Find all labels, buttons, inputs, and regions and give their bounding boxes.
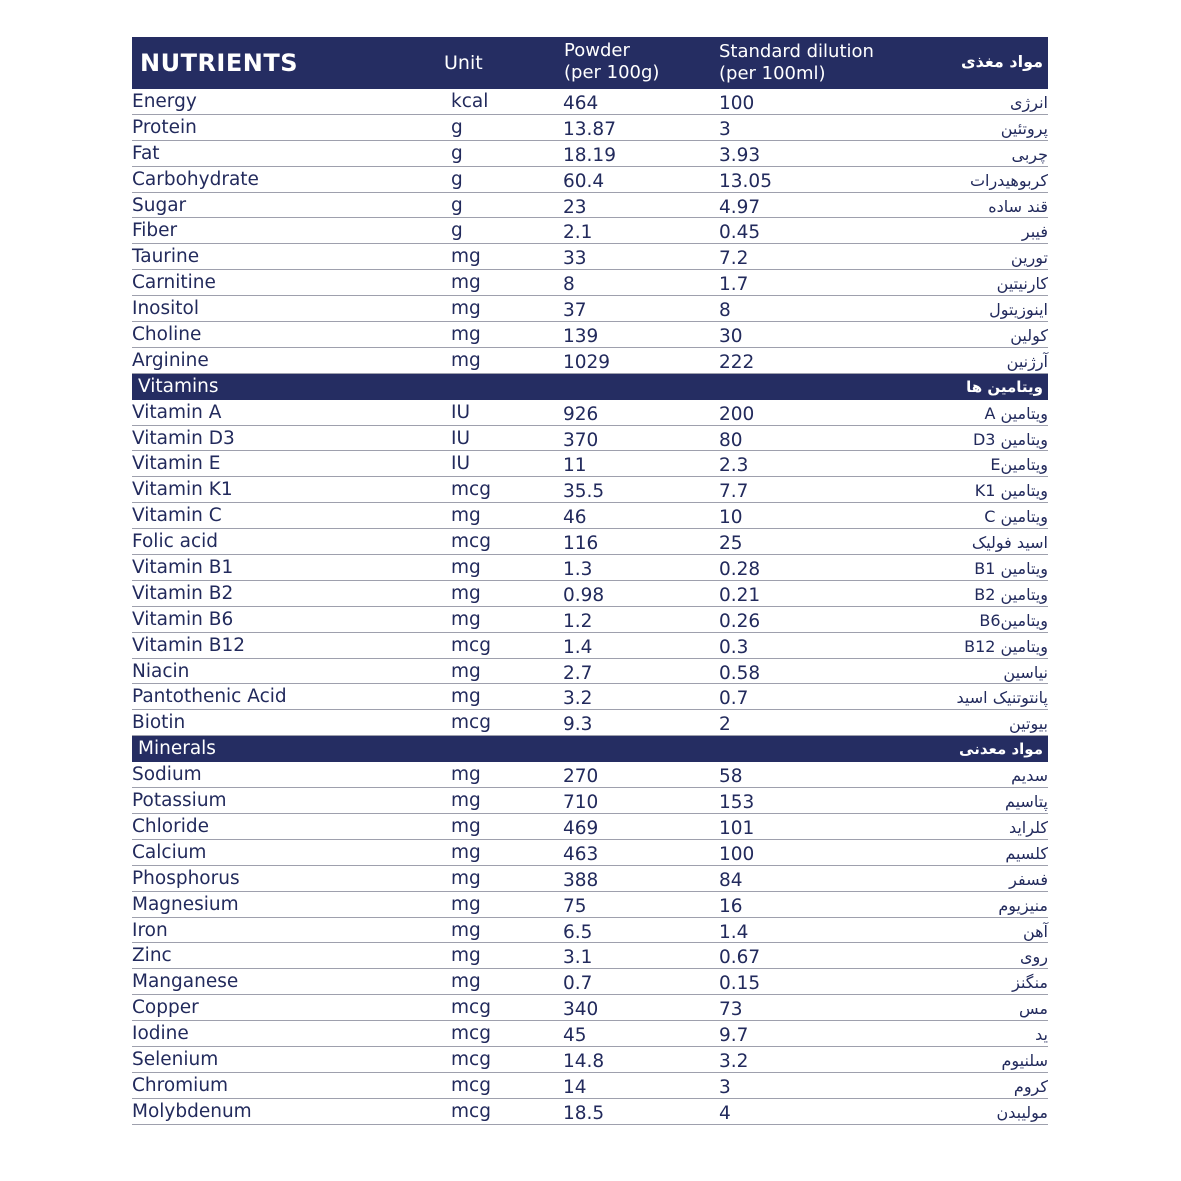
dilution-value: 3 [719, 1076, 731, 1098]
table-row [132, 969, 1048, 995]
nutrient-name-persian: ویتامین B2 [974, 584, 1048, 604]
nutrient-unit: IU [451, 453, 470, 475]
dilution-value: 84 [719, 869, 743, 891]
section-header [132, 736, 1048, 762]
nutrient-unit: mg [451, 505, 481, 527]
nutrient-name-persian: انرژی [1010, 93, 1048, 112]
table-row [132, 788, 1048, 814]
dilution-value: 0.45 [719, 222, 761, 244]
nutrient-unit: mg [451, 841, 481, 863]
nutrient-name: Calcium [132, 841, 207, 863]
header-powder-line1: Powder [564, 40, 630, 61]
nutrient-name: Carbohydrate [132, 168, 259, 190]
dilution-value: 2.3 [719, 455, 749, 477]
nutrient-name: Biotin [132, 712, 186, 734]
section-title-persian: ویتامین ها [966, 377, 1043, 396]
dilution-value: 0.58 [719, 662, 761, 684]
table-row [132, 555, 1048, 581]
nutrient-unit: IU [451, 401, 470, 423]
powder-value: 11 [563, 455, 587, 477]
table-row [132, 348, 1048, 374]
table-row [132, 684, 1048, 710]
powder-value: 464 [563, 93, 599, 114]
header-dilution-line1: Standard dilution [719, 41, 874, 62]
dilution-value: 8 [719, 300, 731, 322]
nutrient-name-persian: فیبر [1021, 222, 1048, 242]
nutrient-name-persian: ویتامین K1 [974, 481, 1048, 501]
powder-value: 14.8 [563, 1050, 605, 1072]
table-row [132, 141, 1048, 167]
nutrient-unit: mg [451, 660, 481, 682]
powder-value: 37 [563, 300, 587, 322]
dilution-value: 80 [719, 429, 743, 451]
nutrient-name: Sugar [132, 194, 187, 216]
nutrient-name-persian: تورین [1010, 248, 1048, 268]
nutrient-name-persian: ویتامین B12 [964, 636, 1048, 656]
table-row [132, 710, 1048, 736]
nutrient-unit: mcg [451, 1074, 491, 1096]
section-header [132, 374, 1048, 400]
nutrient-name: Inositol [132, 298, 199, 320]
nutrition-table [132, 37, 1048, 1125]
table-row [132, 451, 1048, 477]
dilution-value: 1.4 [719, 921, 749, 943]
nutrient-unit: g [451, 168, 463, 190]
nutrient-name-persian: قند ساده [988, 196, 1048, 216]
nutrient-unit: mg [451, 324, 481, 346]
nutrient-name: Vitamin B12 [132, 634, 245, 656]
nutrient-name: Taurine [132, 246, 200, 268]
powder-value: 469 [563, 817, 599, 839]
nutrient-name: Energy [132, 91, 197, 112]
nutrient-unit: mcg [451, 1100, 491, 1122]
dilution-value: 0.67 [719, 947, 761, 969]
table-row [132, 193, 1048, 219]
dilution-value: 7.2 [719, 248, 749, 270]
powder-value: 388 [563, 869, 599, 891]
nutrient-unit: mg [451, 893, 481, 915]
nutrient-name: Copper [132, 997, 199, 1019]
nutrient-unit: g [451, 116, 463, 138]
nutrient-name-persian: پروتئین [1000, 118, 1048, 138]
nutrient-unit: g [451, 220, 463, 242]
nutrient-name-persian: ویتامینB6 [979, 610, 1048, 630]
powder-value: 60.4 [563, 170, 605, 192]
nutrient-name: Magnesium [132, 893, 239, 915]
dilution-value: 0.15 [719, 973, 761, 995]
nutrient-name-persian: ویتامین B1 [974, 559, 1048, 579]
dilution-value: 153 [719, 792, 755, 814]
powder-value: 463 [563, 843, 599, 865]
header-dilution-line2: (per 100ml) [719, 63, 826, 84]
nutrient-name: Arginine [132, 349, 209, 371]
table-row [132, 840, 1048, 866]
table-row [132, 581, 1048, 607]
nutrient-name-persian: کروم [1013, 1076, 1048, 1096]
powder-value: 0.7 [563, 973, 593, 995]
nutrient-unit: mcg [451, 531, 491, 553]
table-body [132, 89, 1048, 1125]
table-row [132, 296, 1048, 322]
powder-value: 8 [563, 274, 575, 296]
nutrient-name-persian: ویتامین D3 [972, 429, 1048, 449]
powder-value: 45 [563, 1025, 587, 1047]
nutrient-name-persian: نیاسین [1003, 662, 1048, 682]
nutrient-unit: kcal [451, 91, 489, 112]
nutrient-unit: mcg [451, 634, 491, 656]
nutrient-name-persian: سلنیوم [1001, 1050, 1048, 1070]
table-row [132, 607, 1048, 633]
nutrient-name: Vitamin K1 [132, 479, 233, 501]
nutrient-name: Iron [132, 919, 168, 941]
powder-value: 35.5 [563, 481, 605, 503]
dilution-value: 73 [719, 999, 743, 1021]
table-row [132, 995, 1048, 1021]
powder-value: 14 [563, 1076, 587, 1098]
nutrient-unit: mg [451, 945, 481, 967]
table-row [132, 943, 1048, 969]
table-row [132, 892, 1048, 918]
table-row [132, 866, 1048, 892]
dilution-value: 13.05 [719, 170, 772, 192]
table-header [132, 37, 1048, 89]
powder-value: 1.4 [563, 636, 593, 658]
powder-value: 6.5 [563, 921, 593, 943]
table-row [132, 477, 1048, 503]
nutrient-unit: mg [451, 971, 481, 993]
header-powder-line2: (per 100g) [564, 62, 660, 83]
powder-value: 9.3 [563, 714, 593, 736]
nutrient-unit: mg [451, 867, 481, 889]
header-dilution [719, 41, 874, 85]
nutrient-unit: mcg [451, 479, 491, 501]
table-row [132, 244, 1048, 270]
powder-value: 13.87 [563, 118, 616, 140]
dilution-value: 30 [719, 326, 743, 348]
nutrient-name-persian: روی [1020, 947, 1048, 967]
section-title: Vitamins [138, 375, 219, 397]
table-row [132, 503, 1048, 529]
table-row [132, 529, 1048, 555]
nutrient-name-persian: بیوتین [1008, 714, 1048, 734]
dilution-value: 4 [719, 1102, 731, 1124]
nutrient-name: Folic acid [132, 531, 219, 553]
nutrient-name: Manganese [132, 971, 239, 993]
nutrient-name: Protein [132, 116, 197, 138]
dilution-value: 101 [719, 817, 755, 839]
nutrient-name-persian: کارنیتین [996, 274, 1048, 294]
powder-value: 139 [563, 326, 599, 348]
nutrient-name: Sodium [132, 764, 202, 786]
nutrient-name: Selenium [132, 1048, 219, 1070]
nutrient-name-persian: منیزیوم [998, 895, 1048, 915]
nutrient-unit: mg [451, 272, 481, 294]
nutrient-name: Vitamin B6 [132, 608, 234, 630]
table-row [132, 1021, 1048, 1047]
dilution-value: 25 [719, 533, 743, 555]
nutrient-unit: mg [451, 790, 481, 812]
powder-value: 340 [563, 999, 599, 1021]
nutrient-name: Chloride [132, 815, 209, 837]
nutrient-name: Vitamin E [132, 453, 221, 475]
dilution-value: 100 [719, 93, 755, 114]
nutrient-name-persian: کلراید [1008, 817, 1048, 837]
dilution-value: 0.28 [719, 559, 761, 581]
nutrient-name-persian: کولین [1010, 326, 1048, 346]
nutrient-name-persian: کربوهیدرات [969, 170, 1048, 190]
table-row [132, 400, 1048, 426]
table-row [132, 1047, 1048, 1073]
nutrient-unit: g [451, 142, 463, 164]
nutrient-name-persian: فسفر [1009, 869, 1048, 889]
powder-value: 2.1 [563, 222, 593, 244]
nutrient-unit: IU [451, 427, 470, 449]
dilution-value: 0.7 [719, 688, 749, 710]
nutrient-name: Vitamin B1 [132, 557, 234, 579]
nutrient-name-persian: پتاسیم [1004, 792, 1048, 812]
nutrient-name: Vitamin A [132, 401, 222, 423]
nutrient-unit: mg [451, 557, 481, 579]
powder-value: 1.3 [563, 559, 593, 581]
table-row [132, 1073, 1048, 1099]
section-title-persian: مواد معدنی [959, 740, 1043, 759]
table-row [132, 89, 1048, 115]
nutrient-unit: g [451, 194, 463, 216]
dilution-value: 9.7 [719, 1025, 749, 1047]
nutrient-name: Fat [132, 142, 160, 164]
table-row [132, 762, 1048, 788]
nutrient-unit: mcg [451, 1048, 491, 1070]
nutrient-name-persian: ید [1035, 1025, 1048, 1045]
nutrient-name-persian: مس [1019, 999, 1048, 1019]
nutrient-unit: mg [451, 298, 481, 320]
powder-value: 270 [563, 766, 599, 788]
dilution-value: 16 [719, 895, 743, 917]
nutrient-unit: mg [451, 608, 481, 630]
powder-value: 46 [563, 507, 587, 529]
nutrient-name-persian: ویتامین C [984, 507, 1048, 527]
nutrient-unit: mg [451, 815, 481, 837]
table-row [132, 1099, 1048, 1125]
powder-value: 75 [563, 895, 587, 917]
table-row [132, 633, 1048, 659]
nutrient-unit: mg [451, 349, 481, 371]
table-row [132, 918, 1048, 944]
dilution-value: 3 [719, 118, 731, 140]
nutrient-name: Iodine [132, 1023, 189, 1045]
nutrient-name-persian: منگنز [1012, 973, 1048, 993]
table-row [132, 270, 1048, 296]
nutrient-name-persian: سدیم [1011, 766, 1048, 786]
nutrient-name: Vitamin C [132, 505, 222, 527]
nutrient-name-persian: کلسیم [1005, 843, 1048, 863]
dilution-value: 200 [719, 403, 755, 425]
dilution-value: 7.7 [719, 481, 749, 503]
dilution-value: 222 [719, 351, 755, 373]
table-row [132, 322, 1048, 348]
nutrient-name: Chromium [132, 1074, 229, 1096]
powder-value: 1029 [563, 351, 611, 373]
nutrient-name: Choline [132, 324, 202, 346]
dilution-value: 58 [719, 766, 743, 788]
powder-value: 18.19 [563, 144, 616, 166]
table-row [132, 167, 1048, 193]
dilution-value: 100 [719, 843, 755, 865]
nutrient-name: Pantothenic Acid [132, 686, 287, 708]
table-row [132, 218, 1048, 244]
table-row [132, 426, 1048, 452]
section-title: Minerals [138, 738, 216, 760]
nutrient-name-persian: اینوزیتول [989, 300, 1048, 320]
powder-value: 116 [563, 533, 599, 555]
header-persian: مواد مغذی [960, 52, 1043, 71]
nutrient-name: Carnitine [132, 272, 216, 294]
header-powder [564, 40, 659, 84]
nutrient-name-persian: ویتامین A [984, 403, 1048, 423]
nutrient-name: Niacin [132, 660, 190, 682]
powder-value: 370 [563, 429, 599, 451]
dilution-value: 1.7 [719, 274, 749, 296]
nutrient-unit: mcg [451, 712, 491, 734]
nutrient-name: Potassium [132, 790, 227, 812]
header-unit: Unit [444, 52, 483, 74]
nutrient-name-persian: چربی [1011, 144, 1048, 164]
nutrient-name: Phosphorus [132, 867, 240, 889]
powder-value: 23 [563, 196, 587, 218]
nutrient-unit: mcg [451, 1023, 491, 1045]
nutrient-name: Vitamin D3 [132, 427, 235, 449]
dilution-value: 4.97 [719, 196, 761, 218]
dilution-value: 0.21 [719, 584, 761, 606]
dilution-value: 10 [719, 507, 743, 529]
dilution-value: 3.93 [719, 144, 761, 166]
nutrient-name-persian: اسید فولیک [971, 533, 1048, 553]
dilution-value: 0.26 [719, 610, 761, 632]
nutrient-name: Molybdenum [132, 1100, 252, 1122]
header-nutrients: NUTRIENTS [140, 49, 298, 77]
nutrient-name-persian: آهن [1022, 921, 1048, 941]
powder-value: 710 [563, 792, 599, 814]
powder-value: 33 [563, 248, 587, 270]
powder-value: 926 [563, 403, 599, 425]
nutrient-unit: mg [451, 582, 481, 604]
table-row [132, 115, 1048, 141]
nutrient-name-persian: پانتوتنیک اسید [956, 688, 1048, 708]
nutrient-unit: mg [451, 686, 481, 708]
nutrient-name: Fiber [132, 220, 178, 242]
nutrient-unit: mg [451, 764, 481, 786]
nutrient-unit: mg [451, 246, 481, 268]
nutrient-unit: mcg [451, 997, 491, 1019]
powder-value: 3.1 [563, 947, 593, 969]
nutrient-name: Zinc [132, 945, 172, 967]
powder-value: 0.98 [563, 584, 605, 606]
table-row [132, 814, 1048, 840]
dilution-value: 2 [719, 714, 731, 736]
powder-value: 1.2 [563, 610, 593, 632]
powder-value: 3.2 [563, 688, 593, 710]
nutrient-name-persian: ویتامینE [990, 455, 1048, 475]
nutrient-name-persian: آرژنین [1006, 351, 1048, 371]
nutrient-name-persian: مولیبدن [996, 1102, 1048, 1122]
dilution-value: 3.2 [719, 1050, 749, 1072]
dilution-value: 0.3 [719, 636, 749, 658]
nutrient-unit: mg [451, 919, 481, 941]
powder-value: 18.5 [563, 1102, 605, 1124]
nutrient-name: Vitamin B2 [132, 582, 234, 604]
table-row [132, 659, 1048, 685]
powder-value: 2.7 [563, 662, 593, 684]
